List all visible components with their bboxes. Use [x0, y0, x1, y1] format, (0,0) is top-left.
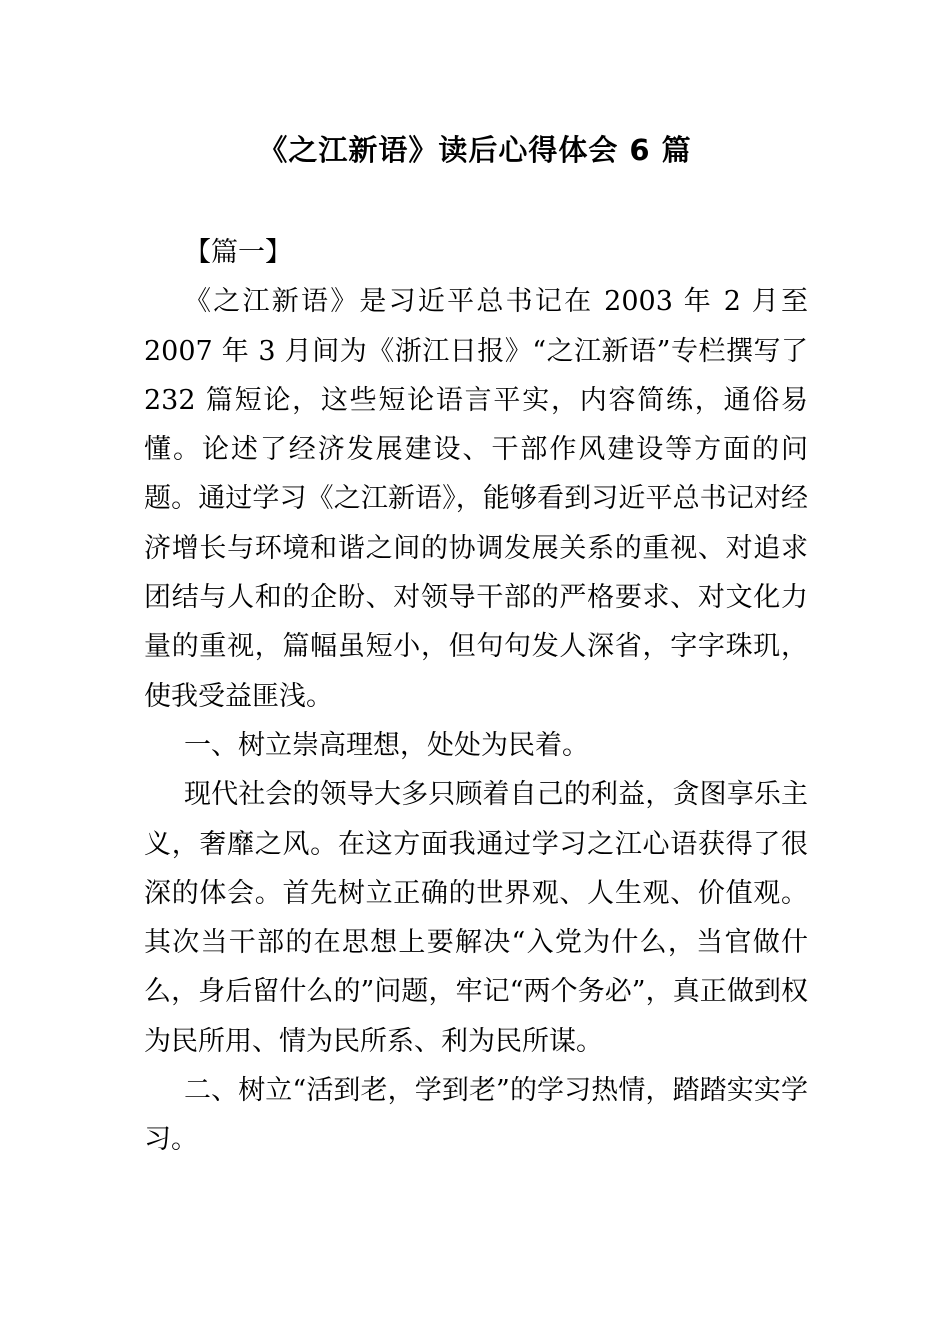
section-label: 【篇一】 — [184, 237, 292, 268]
paragraph-heading-two: 二、树立“活到老，学到老”的学习热情，踏踏实实学习。 — [144, 1075, 808, 1156]
paragraph-heading-one: 一、树立崇高理想，处处为民着。 — [184, 729, 589, 761]
paragraph-intro: 《之江新语》是习近平总书记在 2003 年 2 月至 2007 年 3 月间为《浙江日报》“之江新语”专栏撰写了 232 篇短论，这些短论语言平实，内容简练，通俗易懂。论述了经济发展建设、干部作风建设等方面的问题。通过学习《之江新语》，能够看到习近平总书记对经济增长与环境和谐之间的协调发展关系的重视、对追求团结与人和的企盼、对领导干部的严格要求、对文化力量的重视，篇幅虽短小，但句句发人深省，字字珠玑，使我受益匪浅。 — [144, 286, 808, 712]
document-title: 《之江新语》读后心得体会 6 篇 — [258, 133, 692, 167]
document-body — [144, 228, 808, 1165]
paragraph-point-one: 现代社会的领导大多只顾着自己的利益，贪图享乐主义，奢靡之风。在这方面我通过学习之江心语获得了很深的体会。首先树立正确的世界观、人生观、价值观。其次当干部的在思想上要解决“入党为什么，当官做什么，身后留什么的”问题，牢记“两个务必”，真正做到权为民所用、情为民所系、利为民所谋。 — [144, 779, 808, 1057]
